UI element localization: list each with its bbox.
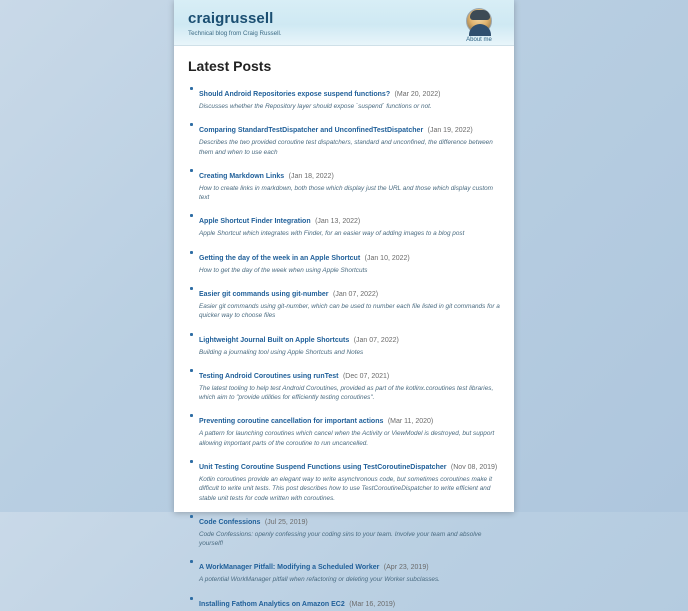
avatar-hair-shape xyxy=(470,10,490,20)
main-content xyxy=(174,46,514,611)
list-item xyxy=(188,165,500,203)
post-description: A potential WorkManager pitfall when refactoring or deleting your Worker subclasses. xyxy=(199,576,440,584)
post-date: (Mar 20, 2022) xyxy=(394,91,441,98)
post-title-link[interactable]: Apple Shortcut Finder Integration xyxy=(199,218,311,226)
site-tagline: Technical blog from Craig Russell. xyxy=(188,30,282,37)
post-date: (Jan 18, 2022) xyxy=(288,172,334,180)
post-list xyxy=(188,83,500,611)
list-item xyxy=(188,456,500,503)
about-me-link[interactable]: About me xyxy=(466,37,492,43)
post-title-link[interactable]: Testing Android Coroutines using runTest xyxy=(199,372,339,380)
site-title: craigrussell xyxy=(188,10,274,27)
post-date: (Jan 13, 2022) xyxy=(315,218,361,226)
list-item xyxy=(188,119,500,157)
list-item xyxy=(188,410,500,448)
post-date: (Mar 16, 2019) xyxy=(349,600,396,608)
post-description: Easier git commands using git-number, which can be used to number each file listed in git commands for a quicker way to choose files xyxy=(199,302,500,320)
post-title-link[interactable]: Installing Fathom Analytics on Amazon EC2 xyxy=(199,600,345,608)
post-description: The latest tooling to help test Android Coroutines, provided as part of the kotlinx.coroutines test libraries, which aim to "provide utilities for efficiently testing coroutines". xyxy=(199,384,494,402)
post-description: Code Confessions: openly confessing your coding sins to your team. Involve your team and absolve yourself! xyxy=(199,530,482,548)
post-title-link[interactable]: Code Confessions xyxy=(199,518,261,526)
post-date: (Apr 23, 2019) xyxy=(383,564,429,572)
list-item xyxy=(188,556,500,584)
avatar-block xyxy=(456,8,502,43)
avatar-body-shape xyxy=(469,24,491,36)
post-description: Building a journaling tool using Apple Shortcuts and Notes xyxy=(199,348,364,356)
post-date: (Nov 08, 2019) xyxy=(450,463,498,471)
blog-page xyxy=(174,0,514,608)
list-item xyxy=(188,593,500,611)
post-description: How to create links in markdown, both those which display just the URL and those which display custom text xyxy=(199,184,493,202)
post-title-link[interactable]: Should Android Repositories expose suspend functions? xyxy=(199,91,391,98)
post-title-link[interactable]: Lightweight Journal Built on Apple Shortcuts xyxy=(199,336,350,344)
list-item xyxy=(188,511,500,549)
list-item xyxy=(188,283,500,321)
list-item xyxy=(188,365,500,403)
list-item xyxy=(188,247,500,275)
list-item xyxy=(188,83,500,111)
post-description: Discusses whether the Repository layer should expose `suspend` functions or not. xyxy=(199,103,432,110)
post-description: How to get the day of the week when using Apple Shortcuts xyxy=(199,266,368,274)
post-description: A pattern for launching coroutines which cancel when the Activity or ViewModel is destroyed, but support allowing important parts of the coroutine to run uncancelled. xyxy=(199,430,495,447)
post-description: Apple Shortcut which integrates with Finder, for an easier way of adding images to a blog post xyxy=(199,230,465,238)
post-title-link[interactable]: Easier git commands using git-number xyxy=(199,290,329,298)
site-header xyxy=(174,0,514,46)
post-date: (Mar 11, 2020) xyxy=(387,418,434,426)
post-date: (Jan 07, 2022) xyxy=(353,336,399,344)
post-date: (Jul 25, 2019) xyxy=(264,518,308,526)
post-title-link[interactable]: Creating Markdown Links xyxy=(199,172,285,180)
post-date: (Jan 10, 2022) xyxy=(364,254,410,262)
avatar xyxy=(466,8,492,34)
list-item xyxy=(188,210,500,238)
post-date: (Dec 07, 2021) xyxy=(342,372,390,380)
post-title-link[interactable]: Comparing StandardTestDispatcher and UnconfinedTestDispatcher xyxy=(199,127,424,135)
post-description: Kotlin coroutines provide an elegant way to write asynchronous code, but sometimes coroutines make it difficult to write unit tests. This post describes how to use TestCoroutineDispatcher to write efficient and stable unit tests for code written with coroutines. xyxy=(199,475,493,502)
list-item xyxy=(188,329,500,357)
post-description: Describes the two provided coroutine test dispatchers, standard and unconfined, the difference between them and when to use each xyxy=(199,139,493,156)
post-date: (Jan 07, 2022) xyxy=(332,290,379,298)
page-title: Latest Posts xyxy=(188,58,272,74)
post-title-link[interactable]: A WorkManager Pitfall: Modifying a Scheduled Worker xyxy=(199,564,380,572)
post-date: (Jan 19, 2022) xyxy=(427,127,473,135)
post-title-link[interactable]: Unit Testing Coroutine Suspend Functions using TestCoroutineDispatcher xyxy=(199,463,447,471)
post-title-link[interactable]: Preventing coroutine cancellation for important actions xyxy=(199,418,384,426)
post-title-link[interactable]: Getting the day of the week in an Apple Shortcut xyxy=(199,254,361,262)
